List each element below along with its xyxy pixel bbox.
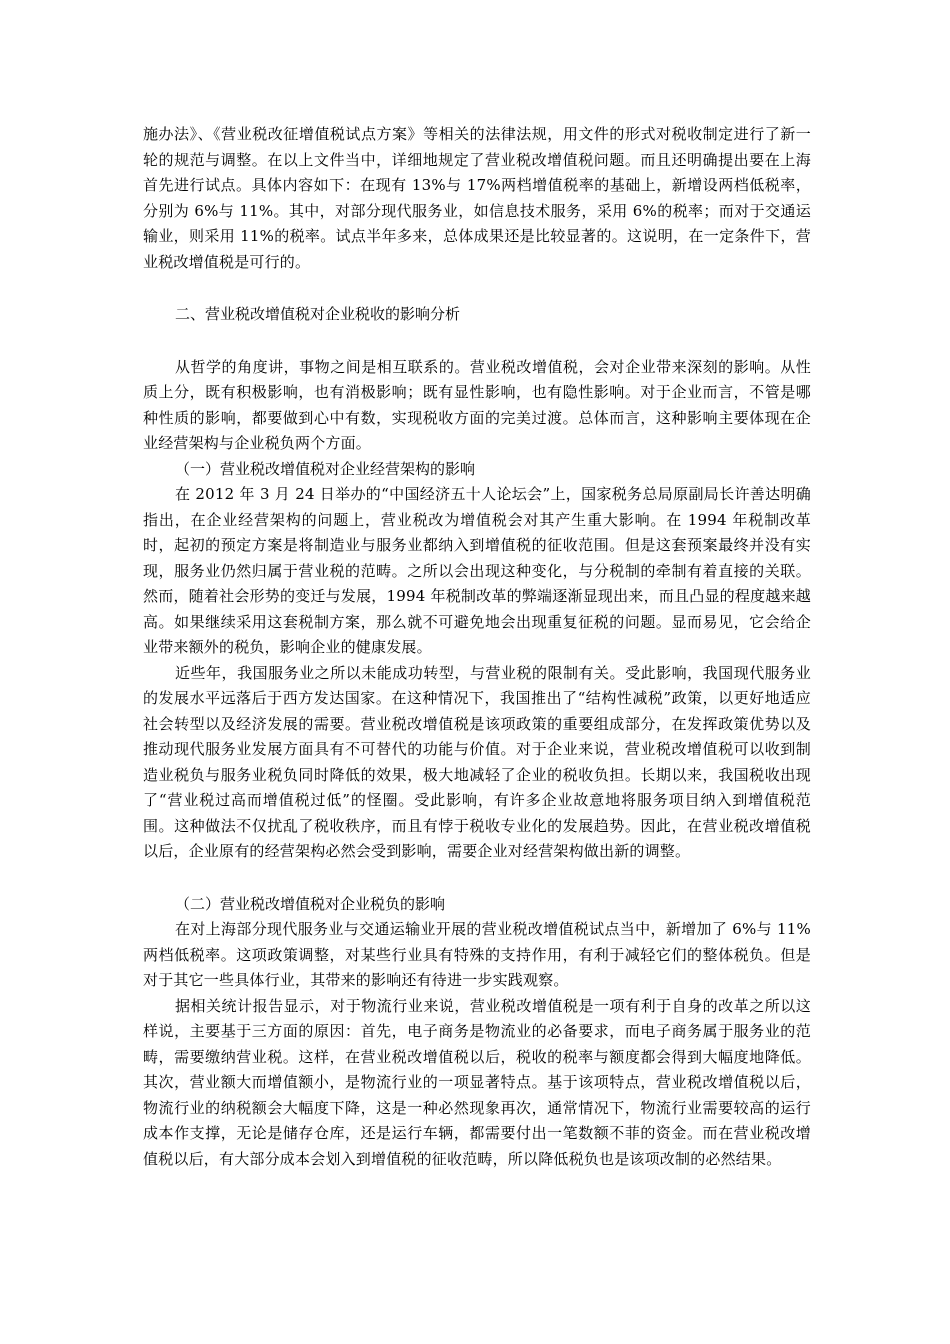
section-heading-2: 二、营业税改增值税对企业税收的影响分析 — [175, 305, 461, 323]
paragraph-architecture-1: 在 2012 年 3 月 24 日举办的“中国经济五十人论坛会”上，国家税务总局原副局长许善达明确指出，在企业经营架构的问题上，营业税改为增值税会对其产生重大影响。在 1994 年税制改革时，起初的预定方案是将制造业与服务业都纳入到增值税的征收范围。但是这套预案最终并没有实现，服务业仍然归属于营业税的范畴。之所以会出现这种变化，与分税制的牵制有着直接的关联。然而，随着社会形势的变迁与发展，1994 年税制改革的弊端逐渐显现出来，而且凸显的程度越来越高。如果继续采用这套税制方案，那么就不可避免地会出现重复征税的问题。显而易见，它会给企业带来额外的税负，影响企业的健康发展。 — [143, 485, 811, 656]
document-page — [143, 122, 811, 1172]
paragraph-intro: 从哲学的角度讲，事物之间是相互联系的。营业税改增值税，会对企业带来深刻的影响。从性质上分，既有积极影响，也有消极影响；既有显性影响，也有隐性影响。对于企业而言，不管是哪种性质的影响，都要做到心中有数，实现税收方面的完美过渡。总体而言，这种影响主要体现在企业经营架构与企业税负两个方面。 — [143, 357, 811, 452]
subsection-heading-1: （一）营业税改增值税对企业经营架构的影响 — [175, 459, 476, 478]
paragraph-tax-burden-1: 在对上海部分现代服务业与交通运输业开展的营业税改增值税试点当中，新增加了 6%与 11%两档低税率。这项政策调整，对某些行业具有特殊的支持作用，有利于减轻它们的整体税负。但是对于其它一些具体行业，其带来的影响还有待进一步实践观察。 — [143, 920, 811, 989]
paragraph-architecture-2: 近些年，我国服务业之所以未能成功转型，与营业税的限制有关。受此影响，我国现代服务业的发展水平远落后于西方发达国家。在这种情况下，我国推出了“结构性减税”政策，以更好地适应社会转型以及经济发展的需要。营业税改增值税是该项政策的重要组成部分，在发挥政策优势以及推动现代服务业发展方面具有不可替代的功能与价值。对于企业来说，营业税改增值税可以收到制造业税负与服务业税负同时降低的效果，极大地减轻了企业的税收负担。长期以来，我国税收出现了“营业税过高而增值税过低”的怪圈。受此影响，有许多企业故意地将服务项目纳入到增值税范围。这种做法不仅扰乱了税收秩序，而且有悖于税收专业化的发展趋势。因此，在营业税改增值税以后，企业原有的经营架构必然会受到影响，需要企业对经营架构做出新的调整。 — [143, 663, 811, 860]
paragraph-continuation: 施办法》、《营业税改征增值税试点方案》等相关的法律法规，用文件的形式对税收制定进行了新一轮的规范与调整。在以上文件当中，详细地规定了营业税改增值税问题。而且还明确提出要在上海首先进行试点。具体内容如下：在现有 13%与 17%两档增值税率的基础上，新增设两档低税率，分别为 6%与 11%。其中，对部分现代服务业，如信息技术服务，采用 6%的税率；而对于交通运输业，则采用 11%的税率。试点半年多来，总体成果还是比较显著的。这说明，在一定条件下，营业税改增值税是可行的。 — [143, 125, 811, 271]
subsection-heading-2: （二）营业税改增值税对企业税负的影响 — [175, 894, 446, 913]
paragraph-tax-burden-2: 据相关统计报告显示，对于物流行业来说，营业税改增值税是一项有利于自身的改革之所以这样说，主要基于三方面的原因：首先，电子商务是物流业的必备要求，而电子商务属于服务业的范畴，需要缴纳营业税。这样，在营业税改增值税以后，税收的税率与额度都会得到大幅度地降低。其次，营业额大而增值额小，是物流行业的一项显著特点。基于该项特点，营业税改增值税以后，物流行业的纳税额会大幅度下降，这是一种必然现象再次，通常情况下，物流行业需要较高的运行成本作支撑，无论是储存仓库，还是运行车辆，都需要付出一笔数额不菲的资金。而在营业税改增值税以后，有大部分成本会划入到增值税的征收范畴，所以降低税负也是该项改制的必然结果。 — [143, 996, 811, 1168]
